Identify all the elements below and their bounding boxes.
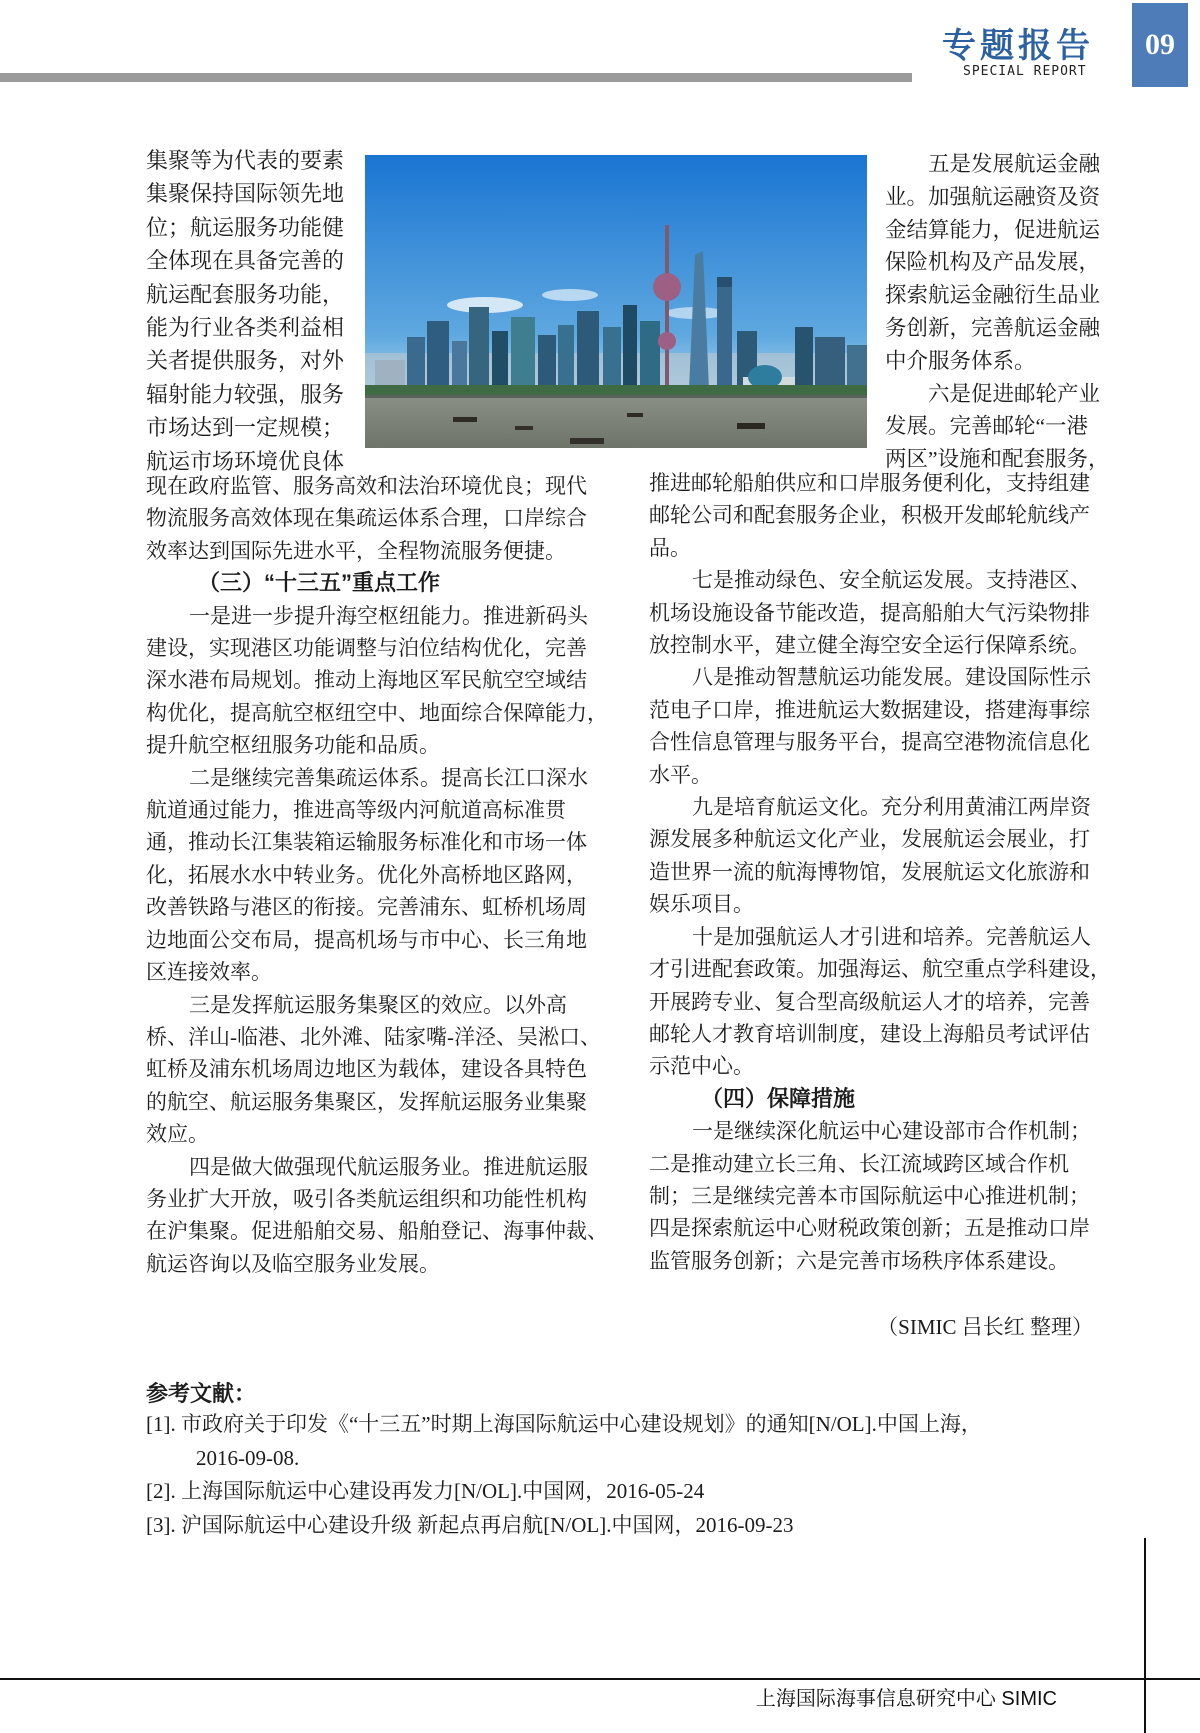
text-line: 位；航运服务功能健	[146, 214, 345, 240]
text-line: 造世界一流的航海博物馆，发展航运文化旅游和	[649, 859, 1090, 884]
text-line: 二是推动建立长三角、长江流域跨区域合作机	[649, 1151, 1069, 1176]
text-line: 机场设施设备节能改造，提高船舶大气污染物排	[649, 600, 1090, 625]
text-line: 业。加强航运融资及资	[885, 184, 1101, 209]
page-title: 专题报告	[942, 27, 1094, 65]
text-line: （四）保障措施	[701, 1085, 856, 1111]
text-line: 才引进配套政策。加强海运、航空重点学科建设，	[649, 957, 1111, 982]
text-line: 制；三是继续完善本市国际航运中心推进机制；	[649, 1183, 1090, 1208]
text-line: 航运咨询以及临空服务业发展。	[146, 1251, 440, 1276]
text-line: 五是发展航运金融	[928, 152, 1101, 176]
text-line: 十是加强航运人才引进和培养。完善航运人	[692, 924, 1091, 949]
text-line: 四是探索航运中心财税政策创新；五是推动口岸	[649, 1216, 1090, 1241]
text-line: 效率达到国际先进水平，全程物流服务便捷。	[146, 538, 566, 563]
text-line: 边地面公交布局，提高机场与市中心、长三角地	[146, 927, 587, 952]
text-line: 深水港布局规划。推动上海地区军民航空空域结	[146, 668, 587, 693]
text-line: 航道通过能力，推进高等级内河航道高标准贯	[146, 798, 566, 823]
text-line: 娱乐项目。	[649, 892, 754, 917]
text-line: 发展。完善邮轮“一港	[885, 414, 1089, 439]
footer-vertical-rule	[1144, 1538, 1146, 1733]
text-line: 范电子口岸，推进航运大数据建设，搭建海事综	[649, 697, 1090, 722]
text-line: 保险机构及产品发展，	[885, 250, 1101, 275]
text-line: （三）“十三五”重点工作	[198, 570, 441, 596]
text-line: 2016-09-08.	[196, 1445, 300, 1470]
page-subtitle: SPECIAL REPORT	[963, 64, 1087, 79]
text-line: 合性信息管理与服务平台，提高空港物流信息化	[649, 730, 1090, 755]
text-line: 八是推动智慧航运功能发展。建设国际性示	[692, 665, 1091, 690]
text-line: 虹桥及浦东机场周边地区为载体，建设各具特色	[146, 1057, 587, 1082]
right-column-narrow	[885, 148, 1110, 476]
text-line: 务业扩大开放，吸引各类航运组织和功能性机构	[146, 1186, 587, 1211]
references-title: 参考文献：	[146, 1381, 257, 1406]
text-line: 六是促进邮轮产业	[928, 381, 1101, 406]
text-line: 放控制水平，建立健全海空安全运行保障系统。	[649, 633, 1090, 658]
text-line: 探索航运金融衍生品业	[885, 283, 1101, 308]
text-line: 在沪集聚。促进船舶交易、船舶登记、海事仲裁、	[146, 1219, 608, 1244]
text-line: 开展跨专业、复合型高级航运人才的培养，完善	[649, 989, 1090, 1014]
right-column	[649, 467, 1111, 1277]
text-line: 效应。	[146, 1122, 209, 1147]
text-line: 邮轮公司和配套服务企业，积极开发邮轮航线产	[649, 503, 1090, 528]
text-line: 关者提供服务，对外	[146, 348, 345, 374]
text-line: [1]. 市政府关于印发《“十三五”时期上海国际航运中心建设规划》的通知[N/OL].中国上海，	[146, 1412, 982, 1436]
text-line: 航运配套服务功能，	[146, 281, 345, 307]
text-line: 化，拓展水水中转业务。优化外高桥地区路网，	[146, 862, 587, 887]
text-line: 的航空、航运服务集聚区，发挥航运服务业集聚	[146, 1089, 587, 1114]
references-list	[146, 1408, 1106, 1542]
left-column-narrow	[146, 144, 356, 478]
text-line: 邮轮人才教育培训制度，建设上海船员考试评估	[649, 1021, 1090, 1046]
text-line: 一是进一步提升海空枢纽能力。推进新码头	[189, 603, 588, 628]
text-line: 改善铁路与港区的衔接。完善浦东、虹桥机场周	[146, 895, 587, 920]
text-line: 监管服务创新；六是完善市场秩序体系建设。	[649, 1248, 1069, 1273]
page-number: 09	[1145, 28, 1175, 61]
text-line: 建设，实现港区功能调整与泊位结构优化，完善	[146, 636, 587, 661]
text-line: 七是推动绿色、安全航运发展。支持港区、	[692, 568, 1091, 593]
page-number-box	[1132, 3, 1188, 87]
left-column	[146, 470, 608, 1280]
text-line: 物流服务高效体现在集疏运体系合理，口岸综合	[146, 506, 587, 531]
text-line: 两区”设施和配套服务，	[885, 447, 1110, 472]
text-line: 辐射能力较强，服务	[146, 381, 345, 407]
text-line: 集聚等为代表的要素	[146, 148, 345, 173]
text-line: 水平。	[649, 762, 712, 787]
byline: （SIMIC 吕长红 整理）	[877, 1315, 1093, 1339]
text-line: 中介服务体系。	[885, 348, 1036, 373]
text-line: 三是发挥航运服务集聚区的效应。以外高	[189, 992, 567, 1017]
text-line: 二是继续完善集疏运体系。提高长江口深水	[189, 765, 588, 790]
text-line: 金结算能力，促进航运	[885, 217, 1101, 242]
text-line: 构优化，提高航空枢纽空中、地面综合保障能力，	[146, 700, 608, 725]
footer-publisher: 上海国际海事信息研究中心 SIMIC	[755, 1688, 1057, 1710]
shanghai-skyline-illustration	[365, 155, 867, 448]
text-line: [3]. 沪国际航运中心建设升级 新起点再启航[N/OL].中国网，2016-09-23	[146, 1512, 794, 1537]
text-line: 桥、洋山-临港、北外滩、陆家嘴-洋泾、吴淞口、	[146, 1024, 601, 1049]
text-line: 全体现在具备完善的	[146, 248, 345, 274]
text-line: 现在政府监管、服务高效和法治环境优良；现代	[146, 474, 587, 498]
skyline-photo	[365, 155, 867, 448]
text-line: 源发展多种航运文化产业，发展航运会展业，打	[649, 827, 1090, 852]
text-line: 推进邮轮船舶供应和口岸服务便利化，支持组建	[649, 471, 1090, 495]
text-line: 提升航空枢纽服务功能和品质。	[146, 733, 440, 758]
text-line: 品。	[649, 535, 691, 560]
header-rule	[0, 73, 912, 82]
text-line: 务创新，完善航运金融	[885, 315, 1101, 340]
text-line: 区连接效率。	[146, 960, 272, 985]
text-line: 示范中心。	[649, 1054, 754, 1079]
text-line: 能为行业各类利益相	[146, 315, 345, 341]
footer-rule	[0, 1678, 1200, 1680]
text-line: 航运市场环境优良体	[146, 448, 345, 474]
text-line: 四是做大做强现代航运服务业。推进航运服	[189, 1154, 588, 1179]
text-line: 一是继续深化航运中心建设部市合作机制；	[692, 1119, 1091, 1144]
text-line: [2]. 上海国际航运中心建设再发力[N/OL].中国网，2016-05-24	[146, 1479, 705, 1503]
text-line: 市场达到一定规模；	[146, 415, 345, 441]
text-line: 集聚保持国际领先地	[146, 181, 345, 207]
text-line: 九是培育航运文化。充分利用黄浦江两岸资	[692, 795, 1091, 820]
text-line: 通，推动长江集装箱运输服务标准化和市场一体	[146, 830, 587, 855]
